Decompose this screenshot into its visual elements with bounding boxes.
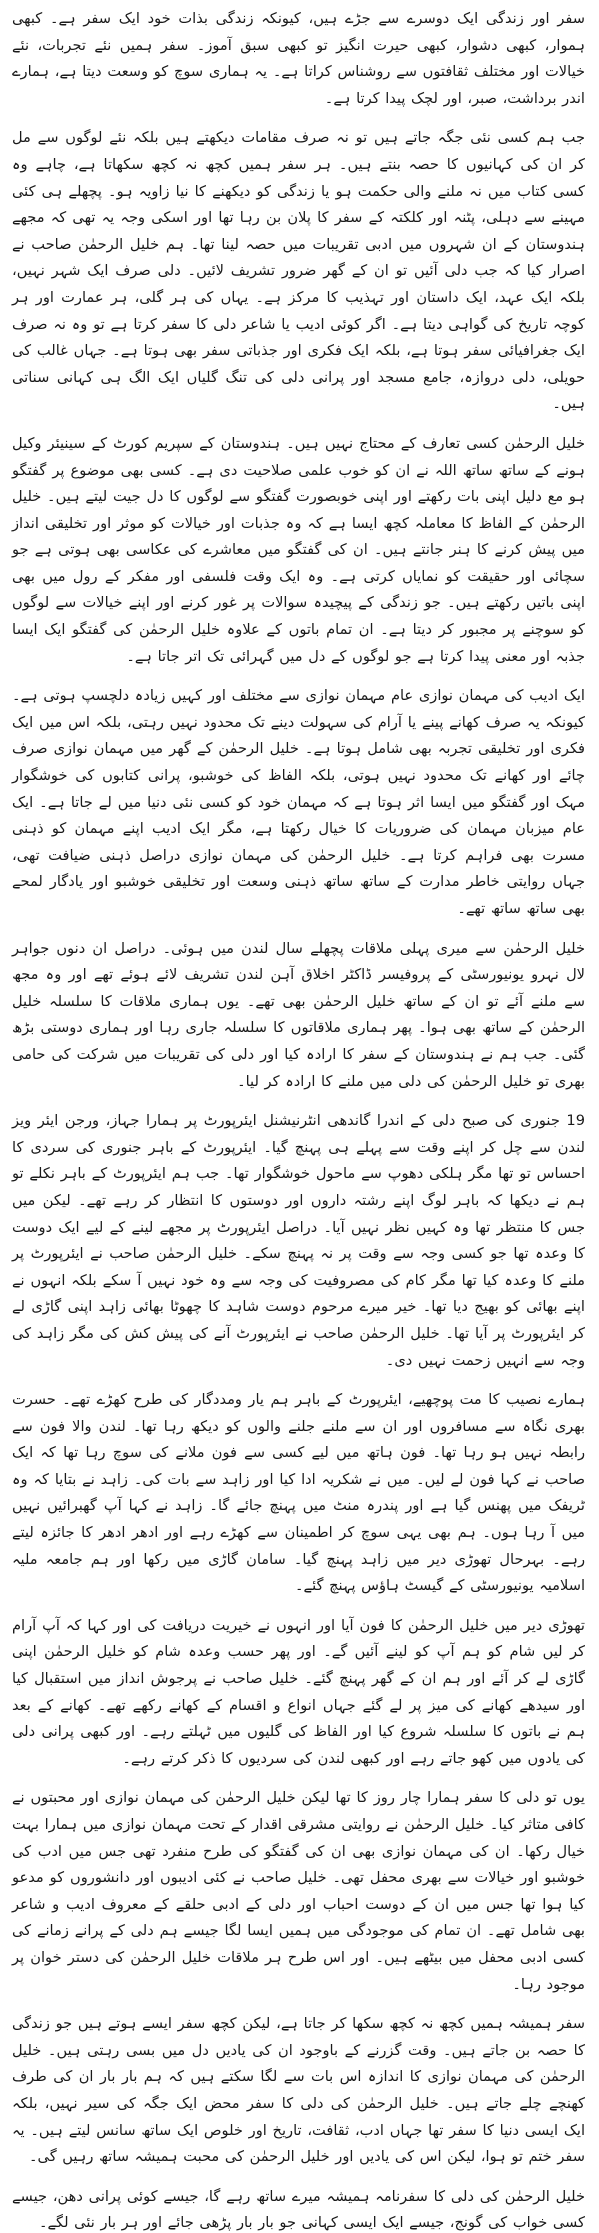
paragraph-9: یوں تو دلی کا سفر ہمارا چار روز کا تھا لیکن خلیل الرحمٰن کی مہمان نوازی اور محبتوں نے کافی متاثر کیا۔ خلیل الرحمٰن نے روایتی مشرقی اقدار کے تحت مہمان نوازی میں ہمارا بہت خیال رکھا۔ ان کی مہمان نوازی بھی ان کی گفتگو کی طرح منفرد تھی جس میں ادب کی خوشبو اور خیالات سے بھری محفل تھی۔ خلیل صاحب نے کئی ادیبوں اور دانشوروں کو مدعو کیا ہوا تھا جس میں ان کے دوست احباب اور دلی کے ادبی حلقے کے معروف ادیب و شاعر بھی شامل تھے۔ ان تمام کی موجودگی میں ہمیں ایسا لگا جیسے ہم دلی کے پرانے زمانے کی کسی ادبی محفل میں بیٹھے ہیں۔ اور اس طرح ہر ملاقات خلیل الرحمٰن کی دستر خوان پر موجود رہا۔ bbox=[12, 1789, 585, 1993]
paragraph-11: خلیل الرحمٰن کی دلی کا سفرنامہ ہمیشہ میرے ساتھ رہے گا، جیسے کوئی پرانی دھن، جیسے کسی خواب کی گونج، جیسے ایک ایسی کہانی جو بار بار پڑھی جائے اور ہر بار نئی لگے۔ bbox=[12, 2187, 585, 2232]
paragraph-8: تھوڑی دیر میں خلیل الرحمٰن کا فون آیا اور انہوں نے خیریت دریافت کی اور کہا کہ آپ آرام کر لیں شام کو ہم آپ کو لینے آئیں گے۔ اور پھر حسب وعدہ شام کو خلیل الرحمٰن اپنی گاڑی لے کر آئے اور ہم ان کے گھر پہنچ گئے۔ خلیل صاحب نے پرجوش انداز میں استقبال کیا اور سیدھے کھانے کی میز پر لے گئے جہاں انواع و اقسام کے کھانے رکھے تھے۔ کھانے کے بعد ہم نے باتوں کا سلسلہ شروع کیا اور الفاظ کی گلیوں میں ٹہلتے رہے۔ اور کبھی پرانی دلی کی یادوں میں کھو جاتے رہے اور کبھی لندن کی سردیوں کا ذکر کرتے رہے۔ bbox=[12, 1616, 585, 1767]
paragraph-6: 19 جنوری کی صبح دلی کے اندرا گاندھی انٹرنیشنل ایئرپورٹ پر ہمارا جہاز، ورجن ایئر ویز لندن سے چل کر اپنے وقت سے پہلے ہی پہنچ گیا۔ ایئرپورٹ کے باہر جنوری کی سردی کا احساس تو تھا مگر ہلکی دھوپ سے ماحول خوشگوار تھا۔ جب ہم ایئرپورٹ کے باہر نکلے تو ہم نے دیکھا کہ باہر لوگ اپنے رشتہ داروں اور دوستوں کا انتظار کر رہے تھے۔ لیکن میں جس کا منتظر تھا وہ کہیں نظر نہیں آیا۔ دراصل ایئرپورٹ پر مجھے لینے کے لیے ایک دوست کا وعدہ تھا جو کسی وجہ سے وقت پر نہ پہنچ سکے۔ خلیل الرحمٰن صاحب نے ایئرپورٹ پر ملنے کا وعدہ کیا تھا مگر کام کی مصروفیت کی وجہ سے وہ خود نہیں آ سکے بلکہ انہوں نے اپنے بھائی کو بھیج دیا تھا۔ خیر میرے مرحوم دوست شاہد کا چھوٹا بھائی زاہد اپنی گاڑی لے کر ایئرپورٹ پر آیا تھا۔ خلیل الرحمٰن صاحب نے ایئرپورٹ آنے کی پیش کش کی مگر زاہد کی وجہ سے انہیں زحمت نہیں دی۔ bbox=[12, 1112, 585, 1369]
paragraph-3: خلیل الرحمٰن کسی تعارف کے محتاج نہیں ہیں۔ ہندوستان کے سپریم کورٹ کے سینیئر وکیل ہونے کے ساتھ ساتھ اللہ نے ان کو خوب علمی صلاحیت دی ہے۔ کسی بھی موضوع پر گفتگو ہو مع دلیل اپنی بات رکھتے اور اپنی خوبصورت گفتگو سے لوگوں کا دل جیت لیتے ہیں۔ خلیل الرحمٰن کے الفاظ کا معاملہ کچھ ایسا ہے کہ وہ جذبات اور خیالات کو موثر اور تخلیقی انداز میں پیش کرنے کا ہنر جانتے ہیں۔ ان کی گفتگو میں معاشرے کی عکاسی بھی ہوتی ہے جو سچائی اور حقیقت کو نمایاں کرتی ہے۔ وہ ایک وقت فلسفی اور مفکر کے رول میں بھی اپنی باتیں رکھتے ہیں۔ جو زندگی کے پیچیدہ سوالات پر غور کرنے اور اپنے خیالات سے لوگوں کو سوچنے پر مجبور کر دیتا ہے۔ ان تمام باتوں کے علاوہ خلیل الرحمٰن کی گفتگو ایک ایسا جذبہ اور معنی پیدا کرتا ہے جو لوگوں کے دل میں گہرائی تک اتر جاتا ہے۔ bbox=[12, 434, 585, 665]
paragraph-7: ہمارے نصیب کا مت پوچھیے، ایئرپورٹ کے باہر ہم یار ومددگار کی طرح کھڑے تھے۔ حسرت بھری نگاہ سے مسافروں اور ان سے ملنے جلنے والوں کو دیکھ رہا تھا۔ لندن والا فون سے رابطہ نہیں ہو رہا تھا۔ فون ہاتھ میں لیے کسی سے فون ملانے کی سوچ رہا تھا کہ ایک صاحب نے کہا فون لے لیں۔ میں نے شکریہ ادا کیا اور زاہد سے بات کی۔ زاہد نے بتایا کہ وہ ٹریفک میں پھنس گیا ہے اور پندرہ منٹ میں پہنچ جائے گا۔ زاہد نے کہا آپ گھبرائیں نہیں میں آ رہا ہوں۔ ہم بھی یہی سوچ کر اطمینان سے کھڑے رہے اور ادھر ادھر کا جائزہ لیتے رہے۔ بہرحال تھوڑی دیر میں زاہد پہنچ گیا۔ سامان گاڑی میں رکھا اور ہم جامعہ ملیہ اسلامیہ یونیورسٹی کے گیسٹ ہاؤس پہنچ گئے۔ bbox=[12, 1391, 585, 1595]
paragraph-4: ایک ادیب کی مہمان نوازی عام مہمان نوازی سے مختلف اور کہیں زیادہ دلچسپ ہوتی ہے۔ کیونکہ یہ صرف کھانے پینے یا آرام کی سہولت دینے تک محدود نہیں رہتی، بلکہ اس میں ایک فکری اور تخلیقی تجربہ بھی شامل ہوتا ہے۔ خلیل الرحمٰن کے گھر میں مہمان نوازی صرف چائے اور کھانے تک محدود نہیں ہوتی، بلکہ الفاظ کی خوشبو، پرانی کتابوں کی خوشگوار مہک اور گفتگو میں ایسا اثر ہوتا ہے کہ مہمان خود کو کسی نئی دنیا میں لے جاتا ہے۔ ایک عام میزبان مہمان کی ضروریات کا خیال رکھتا ہے، مگر ایک ادیب اپنے مہمان کو ذہنی مسرت بھی فراہم کرتا ہے۔ خلیل الرحمٰن کی مہمان نوازی دراصل ذہنی ضیافت تھی، جہاں روایتی خاطر مدارت کے ساتھ ساتھ ذہنی وسعت اور تخلیقی خوشبو اور یادگار لمحے بھی ساتھ ساتھ تھے۔ bbox=[12, 687, 585, 917]
paragraph-1: سفر اور زندگی ایک دوسرے سے جڑے ہیں، کیونکہ زندگی بذات خود ایک سفر ہے۔ کبھی ہموار، کبھی دشوار، کبھی حیرت انگیز تو کبھی سبق آموز۔ سفر ہمیں نئے تجربات، نئے خیالات اور مختلف ثقافتوں سے روشناس کراتا ہے۔ یہ ہماری سوچ کو وسعت دیتا ہے، ہمارے اندر برداشت، صبر، اور لچک پیدا کرتا ہے۔ bbox=[12, 10, 585, 107]
paragraph-5: خلیل الرحمٰن سے میری پہلی ملاقات پچھلے سال لندن میں ہوئی۔ دراصل ان دنوں جواہر لال نہرو یونیورسٹی کے پروفیسر ڈاکٹر اخلاق آہن لندن تشریف لائے ہوئے تھے اور وہ مجھ سے ملنے آئے تو ان کے ساتھ خلیل الرحمٰن بھی تھے۔ یوں ہماری ملاقات کا سلسلہ خلیل الرحمٰن کے ساتھ بھی ہوا۔ پھر ہماری ملاقاتوں کا سلسلہ جاری رہا اور ہماری دوستی بڑھ گئی۔ جب ہم نے ہندوستان کے سفر کا ارادہ کیا اور دلی کی تقریبات میں شرکت کی حامی بھری تو خلیل الرحمٰن کی دلی میں ملنے کا ارادہ کر لیا۔ bbox=[12, 939, 585, 1090]
paragraph-2: جب ہم کسی نئی جگہ جاتے ہیں تو نہ صرف مقامات دیکھتے ہیں بلکہ نئے لوگوں سے مل کر ان کی کہانیوں کا حصہ بنتے ہیں۔ ہر سفر ہمیں کچھ نہ کچھ سکھاتا ہے، چاہے وہ کسی کتاب میں نہ ملنے والی حکمت ہو یا زندگی کو دیکھنے کا نیا زاویہ ہو۔ پچھلے ہی کئی مہینے سے دہلی، پٹنہ اور کلکتہ کے سفر کا پلان بن رہا تھا اور اسکی وجہ یہ تھی کہ مجھے ہندوستان کے ان شہروں میں ادبی تقریبات میں حصہ لینا تھا۔ ہم خلیل الرحمٰن صاحب نے اصرار کیا کہ جب دلی آئیں تو ان کے گھر ضرور تشریف لائیں۔ دلی صرف ایک شہر نہیں، بلکہ ایک عہد، ایک داستان اور تہذیب کا مرکز ہے۔ یہاں کی ہر گلی، ہر عمارت اور ہر کوچہ تاریخ کی گواہی دیتا ہے۔ اگر کوئی ادیب یا شاعر دلی کا سفر کرتا ہے تو وہ نہ صرف ایک جغرافیائی سفر ہوتا ہے، بلکہ ایک فکری اور جذباتی سفر بھی ہوتا ہے۔ جہاں غالب کی حویلی، دلی دروازہ، جامع مسجد اور پرانی دلی کی تنگ گلیاں ایک الگ ہی کہانی سناتی ہیں۔ bbox=[12, 129, 585, 413]
paragraph-10: سفر ہمیشہ ہمیں کچھ نہ کچھ سکھا کر جاتا ہے، لیکن کچھ سفر ایسے ہوتے ہیں جو زندگی کا حصہ بن جاتے ہیں۔ وقت گزرنے کے باوجود ان کی یادیں دل میں بسی رہتی ہیں۔ خلیل الرحمٰن کی مہمان نوازی کا اندازہ اس بات سے لگا سکتے ہیں کہ ہم بار بار ان کی طرف کھنچے چلے جاتے ہیں۔ خلیل الرحمٰن کی دلی کا سفر محض ایک جگہ کی سیر نہیں، بلکہ ایک ایسی دنیا کا سفر تھا جہاں ادب، ثقافت، تاریخ اور خلوص ایک ساتھ سانس لیتے ہیں۔ یہ سفر ختم تو ہوا، لیکن اس کی یادیں اور خلیل الرحمٰن کی محبت ہمیشہ ساتھ رہیں گی۔ bbox=[12, 2015, 585, 2166]
